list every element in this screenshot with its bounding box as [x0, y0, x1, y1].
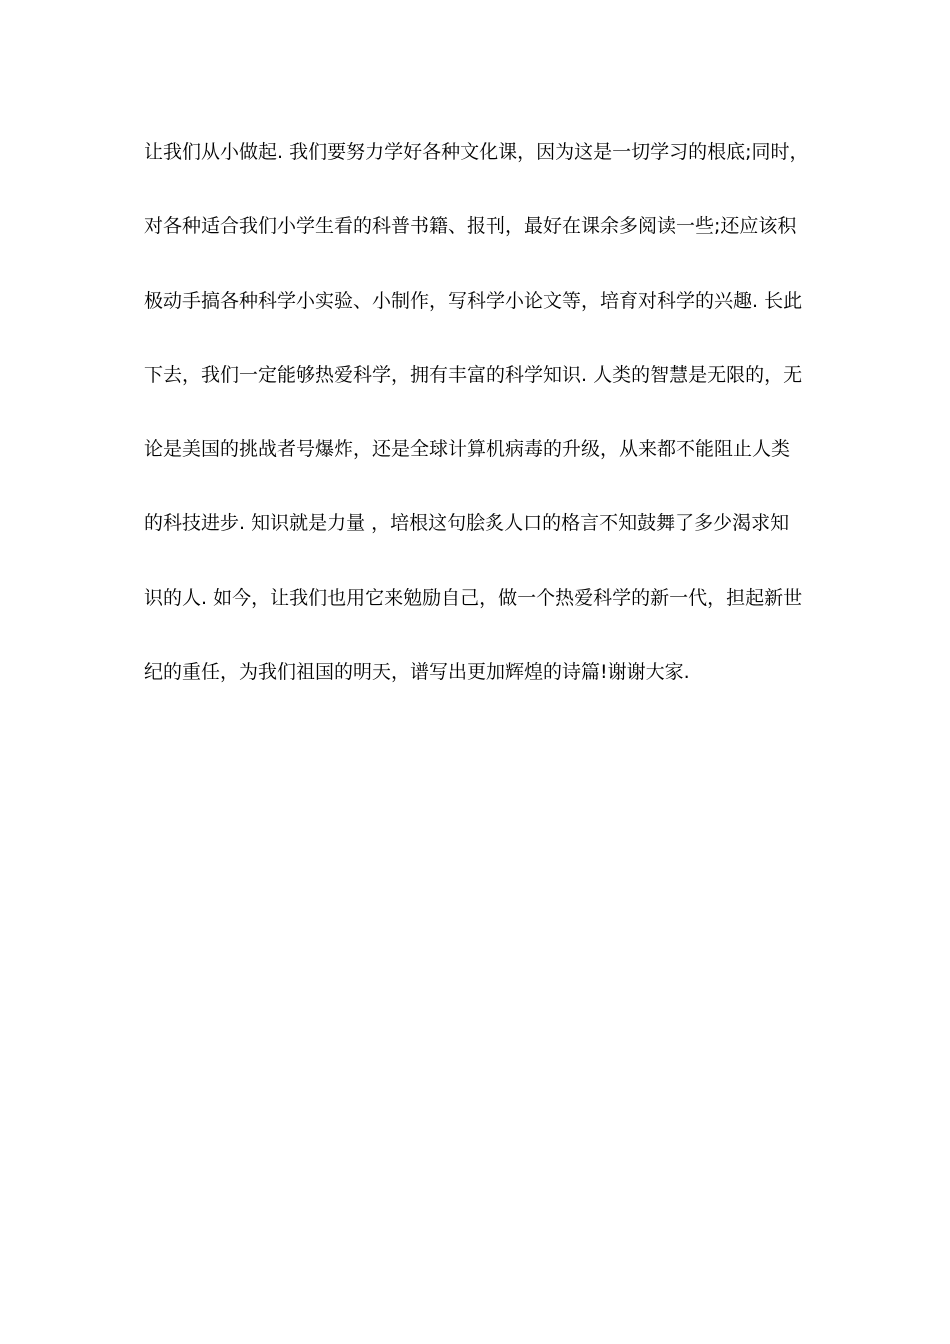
text-line-7: 识的人. 如今，让我们也用它来勉励自己，做一个热爱科学的新一代，担起新世 — [144, 586, 803, 609]
text-line-8: 纪的重任，为我们祖国的明天，谱写出更加辉煌的诗篇!谢谢大家. — [144, 661, 690, 684]
text-line-2: 对各种适合我们小学生看的科普书籍、报刊，最好在课余多阅读一些;还应该积 — [144, 215, 797, 238]
text-line-6: 的科技进步. 知识就是力量 ，培根这句脍炙人口的格言不知鼓舞了多少渴求知 — [144, 512, 790, 535]
text-line-1: 让我们从小做起. 我们要努力学好各种文化课，因为这是一切学习的根底;同时， — [144, 141, 809, 163]
text-line-3: 极动手搞各种科学小实验、小制作，写科学小论文等，培育对科学的兴趣. 长此 — [144, 289, 803, 312]
body-paragraph — [144, 132, 824, 726]
text-line-5: 论是美国的挑战者号爆炸，还是全球计算机病毒的升级，从来都不能阻止人类 — [144, 438, 791, 461]
text-line-4: 下去，我们一定能够热爱科学，拥有丰富的科学知识. 人类的智慧是无限的，无 — [144, 363, 803, 386]
